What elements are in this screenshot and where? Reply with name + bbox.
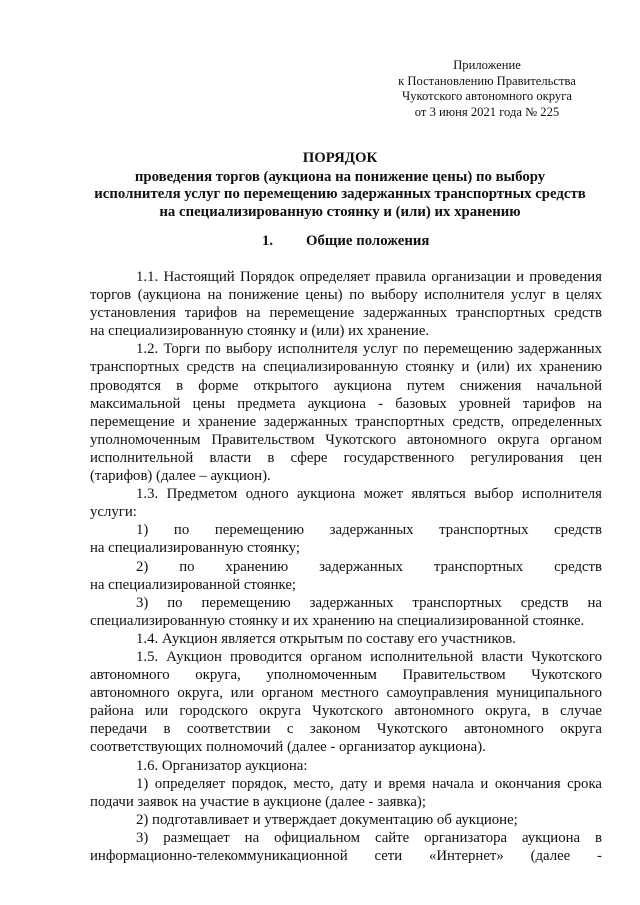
text-line: на специализированную стоянку и (или) их хранение. (90, 323, 430, 340)
text-line: специализированную стоянку и их хранению на специализированной стоянке. (90, 612, 585, 629)
text-line: установления тарифов на перемещение задержанных транспортных средств (90, 305, 602, 322)
text-line: 3) по перемещению задержанных транспортных средств на (136, 594, 602, 611)
text-line: 1.5. Аукцион проводится органом исполнительной власти Чукотского (136, 648, 602, 665)
body-text (90, 268, 602, 865)
title-line: проведения торгов (аукциона на понижение цены) по выбору (134, 168, 546, 185)
text-line: 1.4. Аукцион является открытым по составу его участников. (136, 630, 516, 647)
text-line: информационно-телекоммуникационной сети «Интернет» (далее - (90, 848, 602, 864)
title-main: ПОРЯДОК (302, 150, 378, 166)
text-line: 1.1. Настоящий Порядок определяет правила организации и проведения (136, 269, 602, 285)
text-line: 3) размещает на официальном сайте организатора аукциона в (136, 829, 602, 846)
text-line: 1.2. Торги по выбору исполнителя услуг по перемещению задержанных (136, 341, 602, 358)
appendix-line: Приложение (453, 58, 521, 72)
text-line: на специализированную стоянку; (90, 540, 300, 557)
document-title (60, 150, 620, 221)
text-line: района или городского округа Чукотского автономного округа, в случае (90, 703, 602, 720)
text-line: уполномоченным Правительством Чукотского автономного округа органом (90, 431, 602, 448)
text-line: 1.3. Предметом одного аукциона может являться выбор исполнителя (136, 486, 602, 503)
appendix-line: Чукотского автономного округа (402, 89, 572, 103)
section-number: 1. (262, 233, 274, 249)
title-line: на специализированную стоянку и (или) их хранению (159, 203, 521, 220)
appendix-line: от 3 июня 2021 года № 225 (414, 104, 560, 119)
text-line: (тарифов) (далее – аукцион). (90, 468, 271, 485)
text-line: 1.6. Организатор аукциона: (136, 757, 308, 774)
text-line: автономного округа, уполномоченным Правительством Чукотского (90, 667, 602, 684)
text-line: максимальной цены предмета аукциона - базовых уровней тарифов на (90, 395, 602, 412)
text-line: на специализированной стоянке; (90, 576, 297, 593)
text-line: 2) по хранению задержанных транспортных средств (136, 558, 602, 575)
text-line: исполнительной власти в сфере государственного регулирования цен (90, 449, 602, 466)
text-line: автономного округа, или органом местного самоуправления муниципального (90, 685, 602, 702)
text-line: транспортных средств на специализированную стоянку и (или) их хранению (90, 359, 602, 376)
appendix-line: к Постановлению Правительства (398, 73, 576, 88)
text-line: 2) подготавливает и утверждает документацию об аукционе; (136, 811, 518, 828)
text-line: подачи заявок на участие в аукционе (далее - заявка); (90, 793, 426, 810)
text-line: услуги: (90, 504, 137, 521)
text-line: соответствующих полномочий (далее - организатор аукциона). (90, 739, 486, 756)
text-line: торгов (аукциона на понижение цены) по выбору исполнителя услуг в целях (90, 287, 602, 304)
appendix-header (372, 58, 602, 120)
text-line: 1) по перемещению задержанных транспортных средств (136, 522, 602, 539)
text-line: 1) определяет порядок, место, дату и время начала и окончания срока (136, 775, 602, 792)
text-line: проводятся в форме открытого аукциона путем снижения начальной (90, 377, 602, 394)
title-line: исполнителя услуг по перемещению задержанных транспортных средств (94, 186, 586, 203)
text-line: перемещение и хранение задержанных транспортных средств, определенных (90, 413, 602, 430)
section-heading (262, 233, 429, 250)
section-title: Общие положения (306, 233, 430, 249)
text-line: передачи в соответствии с законом Чукотского автономного округа (90, 721, 602, 738)
